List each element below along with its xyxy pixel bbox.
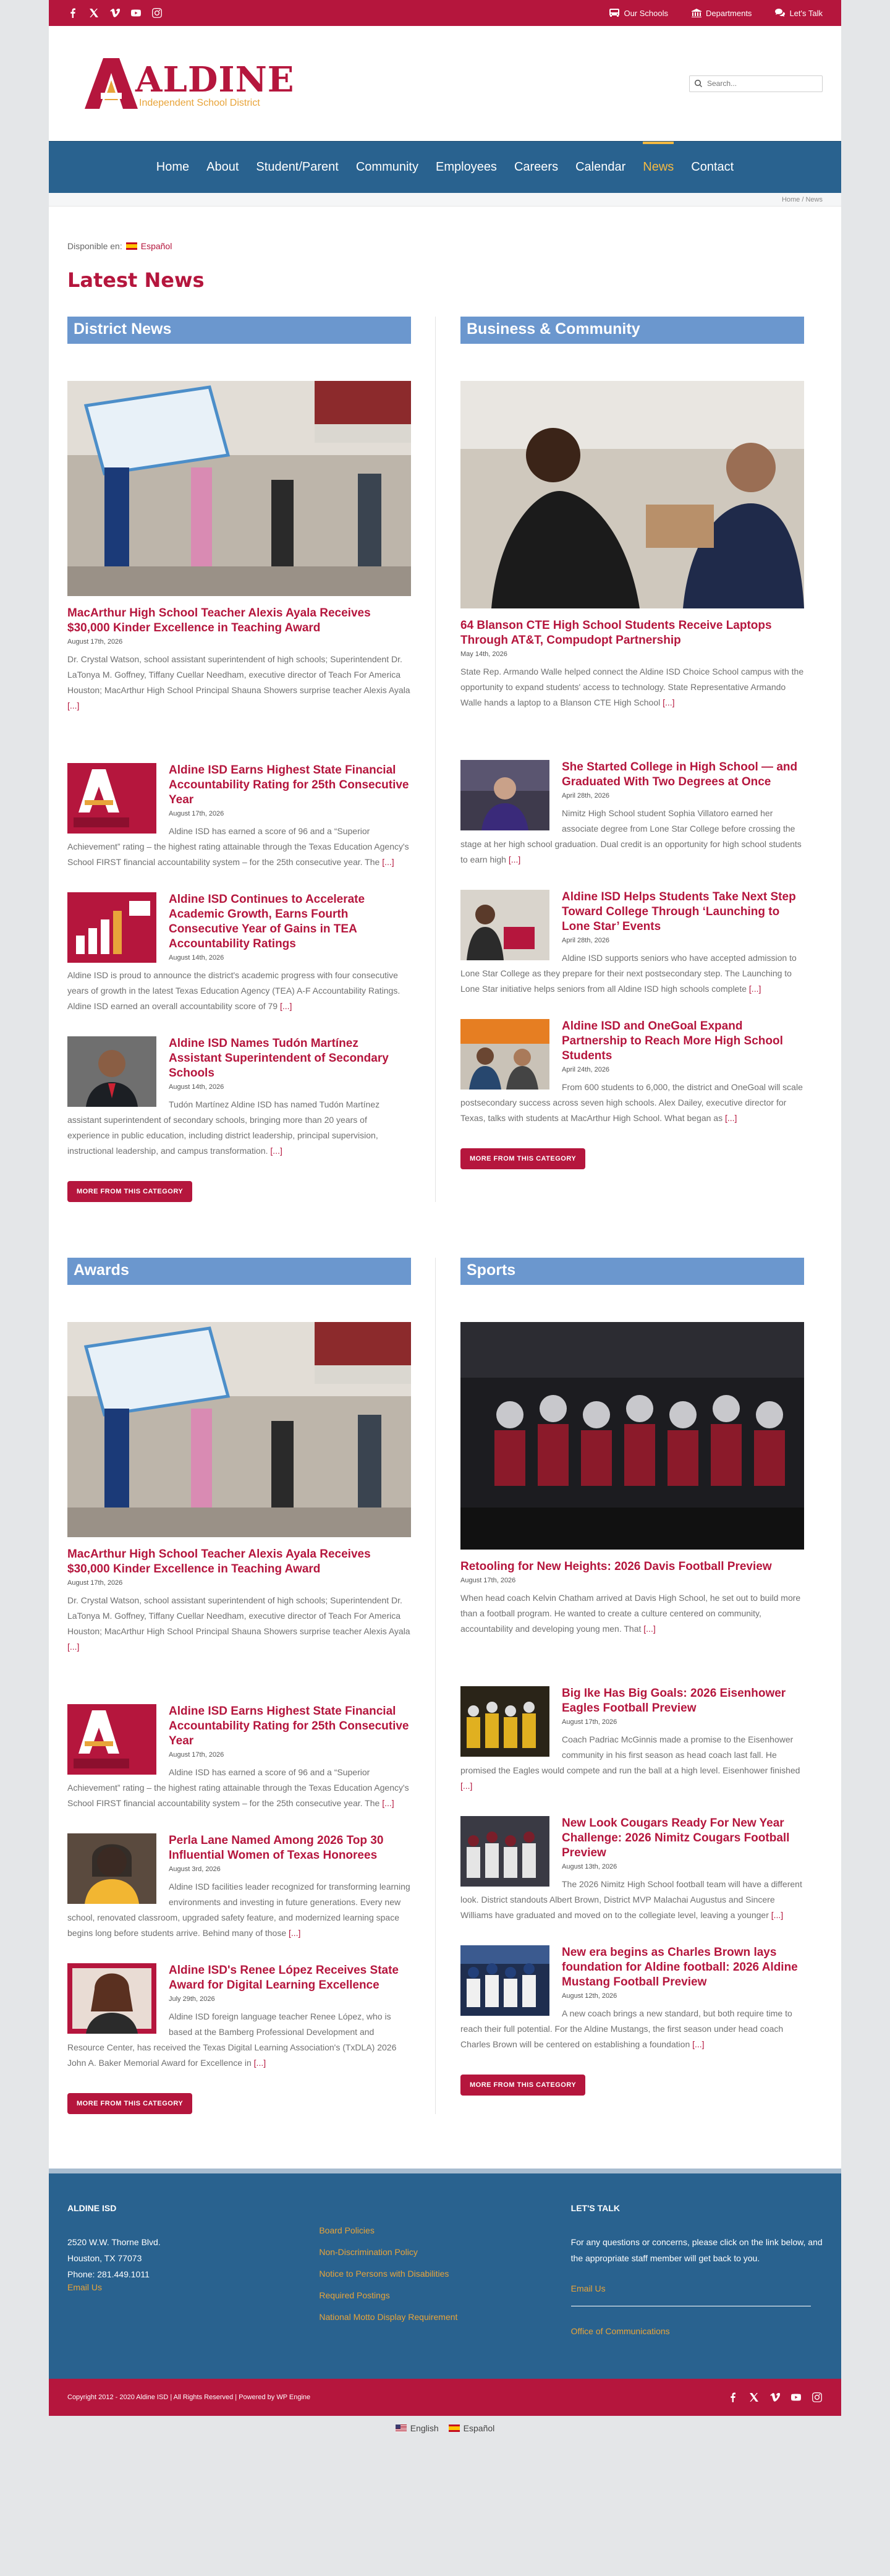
national-motto-link[interactable]: National Motto Display Requirement [319, 2312, 458, 2322]
superior-achievement-thumbnail[interactable] [67, 1704, 156, 1775]
accelerating-achievement-thumbnail[interactable] [67, 892, 156, 963]
footer-policy-links [319, 2203, 570, 2360]
superior-achievement-thumbnail[interactable] [67, 763, 156, 834]
youtube-icon[interactable] [130, 7, 142, 19]
footer-address-line: Houston, TX 77073 [67, 2253, 142, 2263]
main-navigation [49, 141, 841, 193]
football-team-thumbnail[interactable] [460, 1945, 549, 2016]
featured-post [460, 381, 804, 710]
football-team-photo[interactable] [460, 1322, 804, 1550]
list-item [67, 1704, 411, 1811]
list-item [460, 760, 804, 868]
read-more-link[interactable]: [...] [771, 1910, 784, 1920]
post-title[interactable]: Big Ike Has Big Goals: 2026 Eisenhower Eagles Football Preview [562, 1687, 786, 1715]
post-date: August 17th, 2026 [169, 1751, 224, 1759]
post-title[interactable]: 64 Blanson CTE High School Students Receive Laptops Through AT&T, Compudopt Partnership [460, 619, 772, 647]
list-item [67, 1036, 411, 1159]
post-title[interactable]: MacArthur High School Teacher Alexis Ayala Receives $30,000 Kinder Excellence in Teaching Award [67, 1548, 371, 1576]
post-excerpt: Dr. Crystal Watson, school assistant superintendent of high schools; Superintendent Dr. LaTonya M. Goffney, Tiffany Cuellar Needham, executive director of Teach For America Houston; MacArthur High School Principal Shauna Showers surprise teacher Alexis Ayala [...] [67, 654, 410, 710]
vimeo-icon[interactable] [109, 7, 121, 19]
spanish-option[interactable]: Español [449, 2423, 495, 2433]
check-presentation-photo[interactable] [67, 1322, 411, 1537]
language-availability: Disponible en: Español [67, 241, 172, 251]
read-more-link[interactable]: [...] [67, 701, 80, 710]
headshot-thumbnail[interactable] [67, 1963, 156, 2034]
post-excerpt: Nimitz High School student Sophia Villatoro earned her associate degree from Lone Star College before crossing the stage at her high school graduation. Dual credit is an opportunity for high school students to earn high [...] [460, 808, 802, 864]
post-title[interactable]: Retooling for New Heights: 2026 Davis Football Preview [460, 1560, 772, 1573]
post-date: August 14th, 2026 [169, 1083, 224, 1091]
category-heading: Sports [460, 1258, 804, 1285]
page-title: Latest News [67, 268, 205, 292]
aldine-a-logo-icon [85, 58, 138, 109]
school-bus-icon [609, 9, 619, 17]
chat-bubbles-icon [775, 9, 785, 17]
post-date: July 29th, 2026 [169, 1995, 215, 2003]
required-postings-link[interactable]: Required Postings [319, 2290, 390, 2300]
footer-social-links [727, 2392, 823, 2403]
post-excerpt: Dr. Crystal Watson, school assistant superintendent of high schools; Superintendent Dr. LaTonya M. Goffney, Tiffany Cuellar Needham, executive director of Teach For America Houston; MacArthur High School Principal Shauna Showers surprise teacher Alexis Ayala [...] [67, 1595, 410, 1652]
footer-heading: ALDINE ISD [67, 2203, 117, 2213]
utility-links [609, 9, 823, 18]
business-community-column [460, 317, 804, 1202]
read-more-link[interactable]: [...] [382, 857, 394, 867]
footer-talk-text: For any questions or concerns, please click on the link below, and the appropriate staff member will get back to you. [570, 2237, 823, 2263]
featured-post [67, 1322, 411, 1655]
post-title[interactable]: Aldine ISD's Renee López Receives State Award for Digital Learning Excellence [169, 1964, 399, 1992]
post-title[interactable]: Perla Lane Named Among 2026 Top 30 Influential Women of Texas Honorees [169, 1834, 384, 1862]
read-more-link[interactable]: [...] [748, 984, 761, 994]
copyright-bar [49, 2379, 841, 2416]
post-date: August 17th, 2026 [67, 638, 123, 646]
instagram-icon[interactable] [812, 2392, 823, 2403]
vimeo-icon[interactable] [769, 2392, 781, 2403]
laptop-handoff-photo[interactable] [460, 381, 804, 608]
spain-flag-icon [449, 2425, 460, 2432]
list-item [460, 890, 804, 997]
breadcrumb-home[interactable]: Home [781, 196, 800, 203]
post-excerpt: Tudón Martínez Aldine ISD has named Tudón Martínez assistant superintendent of secondary schools, bringing more than 20 years of experience in public education, including district leadership, principal supervision, instructional leadership, and campus transformation. [...] [67, 1099, 380, 1156]
post-date: August 17th, 2026 [67, 1579, 123, 1587]
featured-post [67, 381, 411, 714]
post-excerpt: Aldine ISD foreign language teacher Renee López, who is based at the Bamberg Professional Development and Resource Center, has received the Texas Digital Learning Association's (TxDLA) 2026 John A. Baker Memorial Award for Excellence in [...] [67, 2011, 397, 2068]
read-more-link[interactable]: [...] [270, 1146, 282, 1156]
post-excerpt: The 2026 Nimitz High School football team will have a different look. District standouts Albert Brown, District MVP Malachai Augustus and Sincere Williams have graduated and moved on to the collegiate level, leaving a younger [...] [460, 1879, 802, 1920]
list-item [67, 1833, 411, 1941]
post-excerpt: Aldine ISD is proud to announce the district's academic progress with four consecutive years of growth in the latest Texas Education Agency (TEA) A-F Accountability Ratings. Aldine ISD earned an overall accountability score of 79 [...] [67, 970, 400, 1011]
post-title[interactable]: She Started College in High School — and Graduated With Two Degrees at Once [562, 761, 798, 788]
building-icon [692, 9, 701, 17]
main-content [49, 241, 841, 2114]
footer-contact [67, 2203, 319, 2360]
read-more-link[interactable]: [...] [67, 1642, 80, 1652]
college-event-thumbnail[interactable] [460, 890, 549, 960]
spain-flag-icon [126, 242, 137, 250]
post-excerpt: Aldine ISD has earned a score of 96 and a “Superior Achievement” rating – the highest rating attainable through the Texas Education Agency's School FIRST financial accountability system – for the 25th consecutive year. The [...] [67, 826, 409, 867]
site-logo[interactable] [85, 58, 294, 109]
post-date: August 14th, 2026 [169, 954, 224, 962]
awards-column [67, 1258, 411, 2114]
post-excerpt: Aldine ISD supports seniors who have accepted admission to Lone Star College as they prepare for their next postsecondary step. The Launching to Lone Star initiative helps seniors from all Aldine ISD high schools complete [...] [460, 953, 797, 994]
headshot-thumbnail[interactable] [67, 1036, 156, 1107]
youtube-icon[interactable] [790, 2392, 802, 2403]
football-team-thumbnail[interactable] [460, 1816, 549, 1887]
footer-talk-email-link[interactable]: Email Us [570, 2284, 606, 2293]
post-title[interactable]: New era begins as Charles Brown lays foundation for Aldine football: 2026 Aldine Mustang Football Preview [562, 1946, 798, 1989]
category-heading: Business & Community [460, 317, 804, 344]
post-title[interactable]: Aldine ISD Earns Highest State Financial Accountability Rating for 25th Consecutive Year [169, 1705, 409, 1747]
read-more-link[interactable]: [...] [725, 1113, 737, 1123]
read-more-link[interactable]: [...] [279, 1001, 292, 1011]
list-item [460, 1945, 804, 2052]
post-title[interactable]: Aldine ISD Continues to Accelerate Academic Growth, Earns Fourth Consecutive Year of Gains in TEA Accountability Ratings [169, 893, 365, 950]
featured-post [460, 1322, 804, 1637]
disabilities-notice-link[interactable]: Notice to Persons with Disabilities [319, 2269, 449, 2279]
column-divider [435, 1258, 436, 2114]
post-date: August 17th, 2026 [169, 810, 224, 817]
nav-contact[interactable]: Contact [691, 160, 734, 174]
more-from-category-button[interactable]: MORE FROM THIS CATEGORY [460, 1148, 585, 1169]
spanish-link[interactable]: Español [140, 241, 172, 251]
category-heading: District News [67, 317, 411, 344]
read-more-link[interactable]: [...] [643, 1624, 656, 1634]
category-heading: Awards [67, 1258, 411, 1285]
logo-wordmark: ALDINE Independent School District [135, 59, 295, 108]
nav-home[interactable]: Home [156, 160, 190, 174]
footer-phone: Phone: 281.449.1011 [67, 2269, 150, 2279]
post-date: August 17th, 2026 [460, 1577, 516, 1584]
social-links [67, 7, 163, 19]
post-date: August 12th, 2026 [562, 1992, 617, 2000]
post-title[interactable]: Aldine ISD and OneGoal Expand Partnership to Reach More High School Students [562, 1020, 783, 1062]
post-title[interactable]: MacArthur High School Teacher Alexis Ayala Receives $30,000 Kinder Excellence in Teaching Award [67, 607, 371, 634]
list-item [460, 1686, 804, 1794]
post-date: April 24th, 2026 [562, 1066, 610, 1073]
our-schools-link[interactable]: Our Schools [609, 9, 668, 18]
x-icon[interactable] [88, 7, 100, 19]
footer-email-link[interactable]: Email Us [67, 2282, 103, 2292]
column-divider [435, 317, 436, 1202]
list-item [460, 1816, 804, 1923]
top-bar [49, 0, 841, 26]
sports-column [460, 1258, 804, 2114]
list-item [460, 1019, 804, 1126]
news-row-1 [67, 317, 823, 1202]
read-more-link[interactable]: [...] [253, 2058, 266, 2068]
post-title[interactable]: Aldine ISD Helps Students Take Next Step Toward College Through ‘Launching to Lone Star’ Events [562, 890, 796, 933]
search-input[interactable] [707, 79, 812, 88]
post-excerpt: Aldine ISD facilities leader recognized for transforming learning environments and investing in future generations. Every new school, renovated classroom, upgraded safety feature, and modernized learning space begins long before students arrive. Behind many of those [...] [67, 1882, 410, 1938]
more-from-category-button[interactable]: MORE FROM THIS CATEGORY [460, 2075, 585, 2096]
nav-news[interactable]: News [634, 142, 682, 193]
page-wrapper [49, 0, 841, 2416]
us-flag-icon [396, 2425, 407, 2432]
classroom-thumbnail[interactable] [460, 1019, 549, 1090]
search-box[interactable] [689, 75, 823, 92]
read-more-link[interactable]: [...] [663, 697, 675, 707]
footer-heading: LET'S TALK [570, 2203, 620, 2213]
departments-link[interactable]: Departments [692, 9, 752, 18]
check-presentation-photo[interactable] [67, 381, 411, 596]
headshot-thumbnail[interactable] [67, 1833, 156, 1904]
nav-student-parent[interactable]: Student/Parent [256, 160, 339, 174]
post-excerpt: From 600 students to 6,000, the district and OneGoal will scale postsecondary success across seven high schools. Alex Dailey, executive director for Texas, talks with students at MacArthur High School. What began as [...] [460, 1082, 803, 1123]
news-row-2 [67, 1258, 823, 2114]
site-footer [49, 2169, 841, 2379]
post-excerpt: Coach Padriac McGinnis made a promise to the Eisenhower community in his first season as head coach last fall. He promised the Eagles would compete and run the ball at a high level. Eisenhower finished [...] [460, 1734, 800, 1791]
read-more-link[interactable]: [...] [508, 855, 521, 864]
board-policies-link[interactable]: Board Policies [319, 2225, 375, 2235]
english-option[interactable]: English [396, 2423, 439, 2433]
more-from-category-button[interactable]: MORE FROM THIS CATEGORY [67, 2093, 192, 2114]
site-header [49, 26, 841, 141]
post-date: April 28th, 2026 [562, 937, 610, 944]
district-news-column [67, 317, 411, 1202]
post-excerpt: When head coach Kelvin Chatham arrived at Davis High School, he set out to build more than a football program. He wanted to create a culture centered on community, accountability and developing young men. That [...] [460, 1593, 801, 1634]
post-date: April 28th, 2026 [562, 792, 610, 800]
more-from-category-button[interactable]: MORE FROM THIS CATEGORY [67, 1181, 192, 1202]
post-excerpt: State Rep. Armando Walle helped connect the Aldine ISD Choice School campus with the opportunity to expand students' access to technology. State Representative Armando Walle hands a laptop to a Blanson CTE High School [...] [460, 667, 804, 707]
copyright-text: Copyright 2012 - 2020 Aldine ISD | All Rights Reserved | Powered by WP Engine [67, 2394, 311, 2401]
language-switcher [0, 2416, 890, 2441]
nav-employees[interactable]: Employees [436, 160, 497, 174]
graduate-thumbnail[interactable] [460, 760, 549, 830]
nav-calendar[interactable]: Calendar [575, 160, 626, 174]
office-communications-link[interactable]: Office of Communications [570, 2326, 670, 2336]
read-more-link[interactable]: [...] [382, 1798, 394, 1808]
breadcrumb-current: News [805, 196, 823, 203]
nav-careers[interactable]: Careers [514, 160, 559, 174]
post-excerpt: A new coach brings a new standard, but both require time to reach their full potential. For the Aldine Mustangs, the first season under head coach Charles Brown will be centered on establishing a foundation [...] [460, 2008, 792, 2049]
post-title[interactable]: New Look Cougars Ready For New Year Challenge: 2026 Nimitz Cougars Football Preview [562, 1817, 790, 1859]
breadcrumb: Home / News [49, 193, 841, 207]
post-date: August 3rd, 2026 [169, 1866, 221, 1873]
nav-about[interactable]: About [206, 160, 239, 174]
list-item [67, 892, 411, 1014]
nav-community[interactable]: Community [355, 160, 418, 174]
post-date: August 13th, 2026 [562, 1863, 617, 1870]
search-icon [695, 80, 702, 87]
post-date: May 14th, 2026 [460, 650, 507, 658]
post-title[interactable]: Aldine ISD Names Tudón Martínez Assistant Superintendent of Secondary Schools [169, 1037, 389, 1080]
x-icon[interactable] [748, 2392, 760, 2403]
footer-address-line: 2520 W.W. Thorne Blvd. [67, 2237, 161, 2247]
facebook-icon[interactable] [727, 2392, 739, 2403]
lets-talk-link[interactable]: Let's Talk [775, 9, 823, 18]
list-item [67, 1963, 411, 2071]
non-discrimination-link[interactable]: Non-Discrimination Policy [319, 2247, 418, 2257]
post-date: August 17th, 2026 [562, 1718, 617, 1726]
post-title[interactable]: Aldine ISD Earns Highest State Financial Accountability Rating for 25th Consecutive Year [169, 764, 409, 806]
read-more-link[interactable]: [...] [289, 1928, 301, 1938]
post-excerpt: Aldine ISD has earned a score of 96 and a “Superior Achievement” rating – the highest rating attainable through the Texas Education Agency's School FIRST financial accountability system – for the 25th consecutive year. The [...] [67, 1767, 409, 1808]
footer-lets-talk [571, 2203, 823, 2360]
facebook-icon[interactable] [67, 7, 78, 19]
list-item [67, 763, 411, 870]
instagram-icon[interactable] [151, 7, 163, 19]
football-team-thumbnail[interactable] [460, 1686, 549, 1757]
read-more-link[interactable]: [...] [460, 1781, 473, 1791]
read-more-link[interactable]: [...] [692, 2039, 705, 2049]
